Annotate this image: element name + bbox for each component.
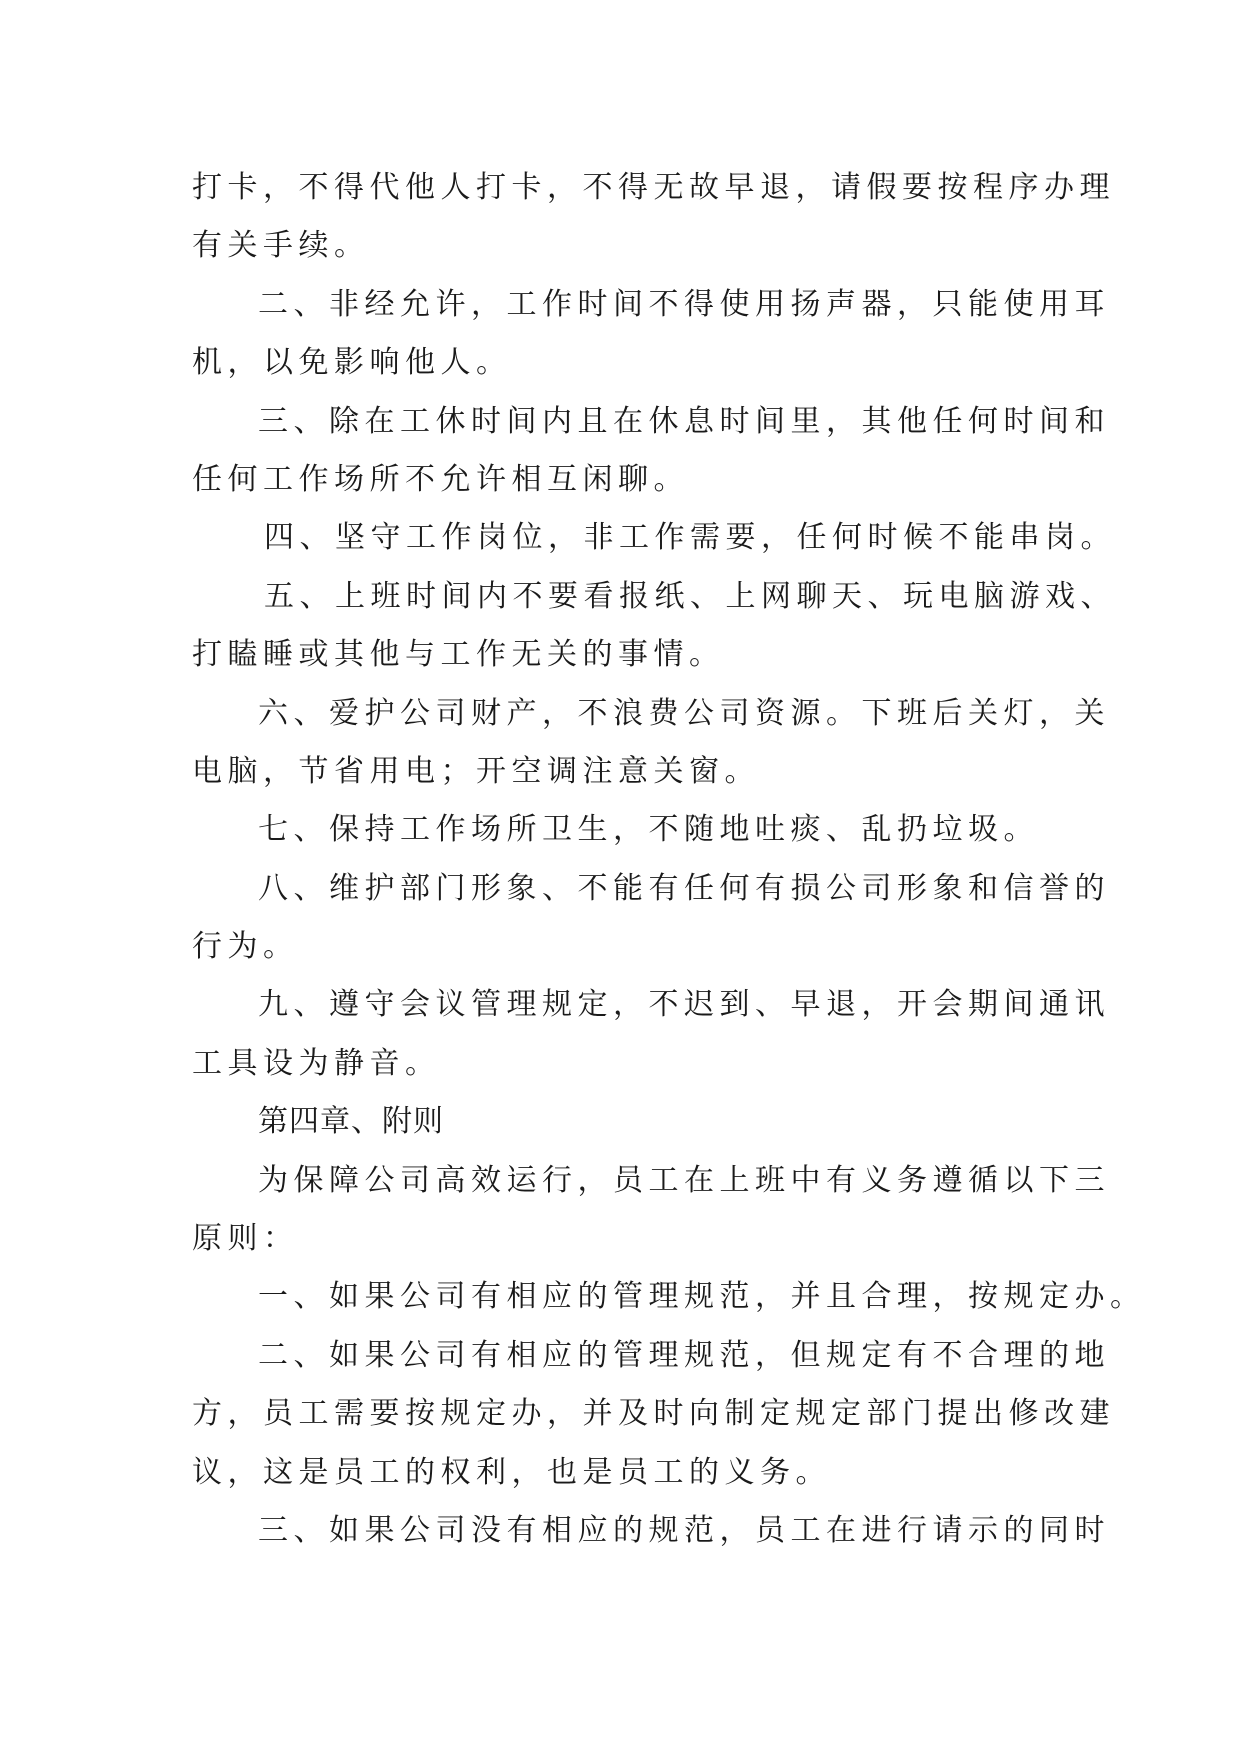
text-line: 七、保持工作场所卫生，不随地吐痰、乱扔垃圾。 [258, 812, 1039, 848]
text-line: 二、如果公司有相应的管理规范，但规定有不合理的地 [258, 1337, 1110, 1373]
text-line: 电脑，节省用电；开空调注意关窗。 [192, 753, 760, 789]
text-line: 三、除在工休时间内且在休息时间里，其他任何时间和 [258, 403, 1110, 439]
text-line: 一、如果公司有相应的管理规范，并且合理，按规定办。 [258, 1279, 1146, 1315]
text-line: 方，员工需要按规定办，并及时向制定规定部门提出修改建 [192, 1396, 1115, 1432]
text-line: 机，以免影响他人。 [192, 345, 512, 381]
text-line: 打瞌睡或其他与工作无关的事情。 [192, 637, 725, 673]
text-line: 议，这是员工的权利，也是员工的义务。 [192, 1454, 831, 1490]
text-line: 九、遵守会议管理规定，不迟到、早退，开会期间通讯 [258, 987, 1110, 1023]
document-body [192, 159, 1146, 1560]
text-line: 六、爱护公司财产，不浪费公司资源。下班后关灯，关 [258, 695, 1110, 731]
text-line: 任何工作场所不允许相互闲聊。 [192, 461, 689, 497]
text-line: 三、如果公司没有相应的规范，员工在进行请示的同时 [258, 1512, 1110, 1548]
text-line: 打卡，不得代他人打卡，不得无故早退，请假要按程序办理 [192, 170, 1115, 205]
text-line: 原则： [192, 1221, 299, 1257]
text-line: 工具设为静音。 [192, 1045, 441, 1081]
text-line: 行为。 [192, 929, 299, 965]
text-line: 为保障公司高效运行，员工在上班中有义务遵循以下三 [258, 1162, 1110, 1198]
text-line: 五、上班时间内不要看报纸、上网聊天、玩电脑游戏、 [264, 578, 1116, 614]
text-line: 四、坚守工作岗位，非工作需要，任何时候不能串岗。 [264, 520, 1116, 556]
section-heading: 第四章、附则 [258, 1104, 444, 1140]
text-line: 八、维护部门形象、不能有任何有损公司形象和信誉的 [258, 870, 1110, 906]
text-line: 有关手续。 [192, 228, 370, 264]
text-line: 二、非经允许，工作时间不得使用扬声器，只能使用耳 [258, 286, 1110, 322]
